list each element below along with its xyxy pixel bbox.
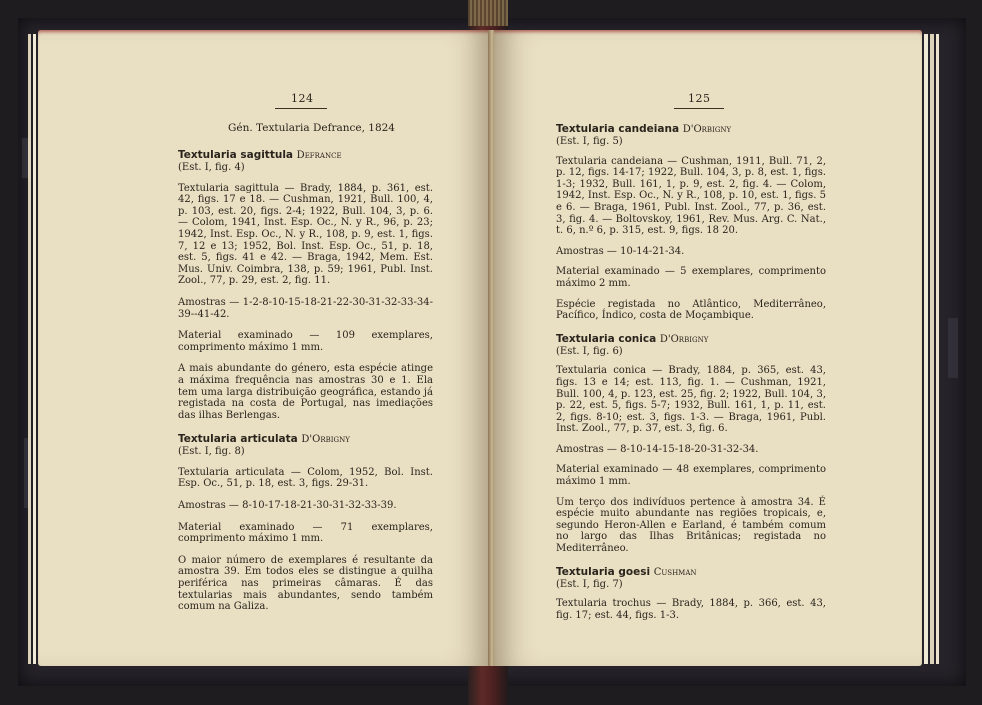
species-heading — [556, 123, 826, 136]
species-heading — [178, 149, 433, 162]
synonymy: Textularia candeiana — Cushman, 1911, Bull. 71, 2, p. 12, figs. 14-17; 1922, Bull. 104, 3, p. 8, est. 1, figs. 1-3; 1932, Bull. 161, 1, p. 9, est. 2, fig. 4. — Colom, 1942, Inst. Esp. Oc., N. y R., 108, p. 10, est. 1, figs. 5 e 6. — Braga, 1961, Publ. Inst. Zool., 77, p. 36, est. 3, fig. 4. — Boltovskoy, 1961, Rev. Mus. Arg. C. Nat., t. 6, n.º 6, p. 315, est. 9, figs. 18 20. — [556, 155, 826, 237]
species-author: D'Orbigny — [682, 124, 732, 135]
plate-reference: (Est. I, fig. 5) — [556, 136, 623, 147]
material-examined: Material examinado — 48 exemplares, comprimento máximo 1 mm. — [556, 464, 826, 488]
header-rule — [275, 108, 327, 109]
samples: Amostras — 1-2-8-10-15-18-21-22-30-31-32-33-34-39--41-42. — [178, 296, 433, 320]
species-author: Defrance — [296, 150, 342, 161]
species-heading — [178, 433, 433, 446]
page-edges-right — [936, 34, 939, 664]
material-examined: Material examinado — 109 exemplares, comprimento máximo 1 mm. — [178, 330, 433, 353]
genus-heading: Gén. Textularia Defrance, 1824 — [228, 122, 395, 134]
species-name: Textularia articulata — [178, 433, 298, 446]
species-note: A mais abundante do género, esta espécie atinge a máxima frequência nas amostras 30 e 1. Ela tem uma larga distribuição geográfica, estando já registada na costa de Portugal, nas imediações das ilhas Berlengas. — [178, 363, 433, 421]
material-examined: Material examinado — 5 exemplares, comprimento máximo 2 mm. — [556, 266, 826, 289]
species-name: Textularia conica — [556, 332, 657, 345]
page-edges-right — [924, 34, 928, 664]
species-name: Textularia goesi — [556, 565, 651, 578]
species-note: Um terço dos indivíduos pertence à amostra 34. É espécie muito abundante nas regiões tropicais, e, segundo Heron-Allen e Earland, é também comum no largo das Ilhas Britânicas; registada no Mediterrâneo. — [556, 496, 826, 555]
species-author: Cushman — [653, 566, 697, 578]
species-heading — [556, 333, 826, 346]
plate-reference: (Est. I, fig. 6) — [556, 345, 623, 357]
samples: Amostras — 8-10-17-18-21-30-31-32-33-39. — [178, 500, 397, 512]
plate-reference: (Est. I, fig. 4) — [178, 162, 245, 173]
page-edges-left — [33, 34, 36, 664]
species-author: D'Orbigny — [301, 434, 350, 446]
species-name: Textularia sagittula — [178, 149, 294, 161]
page-edges-left — [28, 34, 31, 664]
species-name: Textularia candeiana — [556, 123, 680, 135]
material-examined: Material examinado — 71 exemplares, comprimento máximo 1 mm. — [178, 521, 433, 545]
samples: Amostras — 8-10-14-15-18-20-31-32-34. — [556, 443, 759, 455]
synonymy: Textularia trochus — Brady, 1884, p. 366, est. 43, fig. 17; est. 44, figs. 1-3. — [556, 598, 826, 621]
synonymy: Textularia articulata — Colom, 1952, Bol. Inst. Esp. Oc., 51, p. 18, est. 3, figs. 29-31. — [178, 466, 433, 490]
species-author: D'Orbigny — [659, 333, 709, 345]
species-note: O maior número de exemplares é resultante da amostra 39. Em todos eles se distingue a quilha periférica nas primeiras câmaras. É das textularias mais abundantes, sendo também comum na Galiza. — [178, 554, 433, 613]
species-note: Espécie registada no Atlântico, Mediterrâneo, Pacífico, Índico, costa de Moçambique. — [556, 298, 826, 322]
plate-reference: (Est. I, fig. 8) — [178, 446, 245, 458]
synonymy: Textularia sagittula — Brady, 1884, p. 361, est. 42, figs. 17 e 18. — Cushman, 1921, Bull. 100, 4, p. 103, est. 20, figs. 2-4; 1922, Bull. 104, 3, p. 6. — Colom, 1941, Inst. Esp. Oc., N. y R., 96, p. 23; 1942, Inst. Esp. Oc., N. y R., 108, p. 9, est. 1, figs. 7, 12 e 13; 1952, Bol. Inst. Esp. Oc., 51, p. 18, est. 5, figs. 41 e 42. — Braga, 1942, Mem. Est. Mus. Univ. Coimbra, 138, p. 59; 1961, Publ. Inst. Zool., 77, p. 29, est. 2, fig. 11. — [178, 182, 433, 287]
page-number: 125 — [688, 92, 711, 105]
plate-reference: (Est. I, fig. 7) — [556, 578, 623, 590]
species-entry — [556, 123, 826, 621]
cover-marbling — [948, 318, 958, 378]
species-heading — [556, 566, 826, 579]
spine-headband — [468, 0, 508, 26]
header-rule — [674, 108, 724, 109]
page-number: 124 — [291, 92, 314, 105]
left-page — [38, 30, 490, 666]
samples: Amostras — 10-14-21-34. — [556, 245, 685, 257]
right-page — [494, 30, 922, 666]
synonymy: Textularia conica — Brady, 1884, p. 365, est. 43, figs. 13 e 14; est. 113, fig. 1. — Cushman, 1921, Bull. 100, 4, p. 123, est. 25, fig. 2; 1922, Bull. 104, 3, p. 22, est. 5, figs. 5-7; 1932, Bull. 161, 1, p. 11, est. 2, figs. 8-10; est. 3, figs. 1-3. — Braga, 1961, Publ. Inst. Zool., 77, p. 37, est. 3, fig. 6. — [556, 365, 826, 435]
species-entry — [178, 149, 433, 613]
page-edges-right — [930, 34, 934, 664]
